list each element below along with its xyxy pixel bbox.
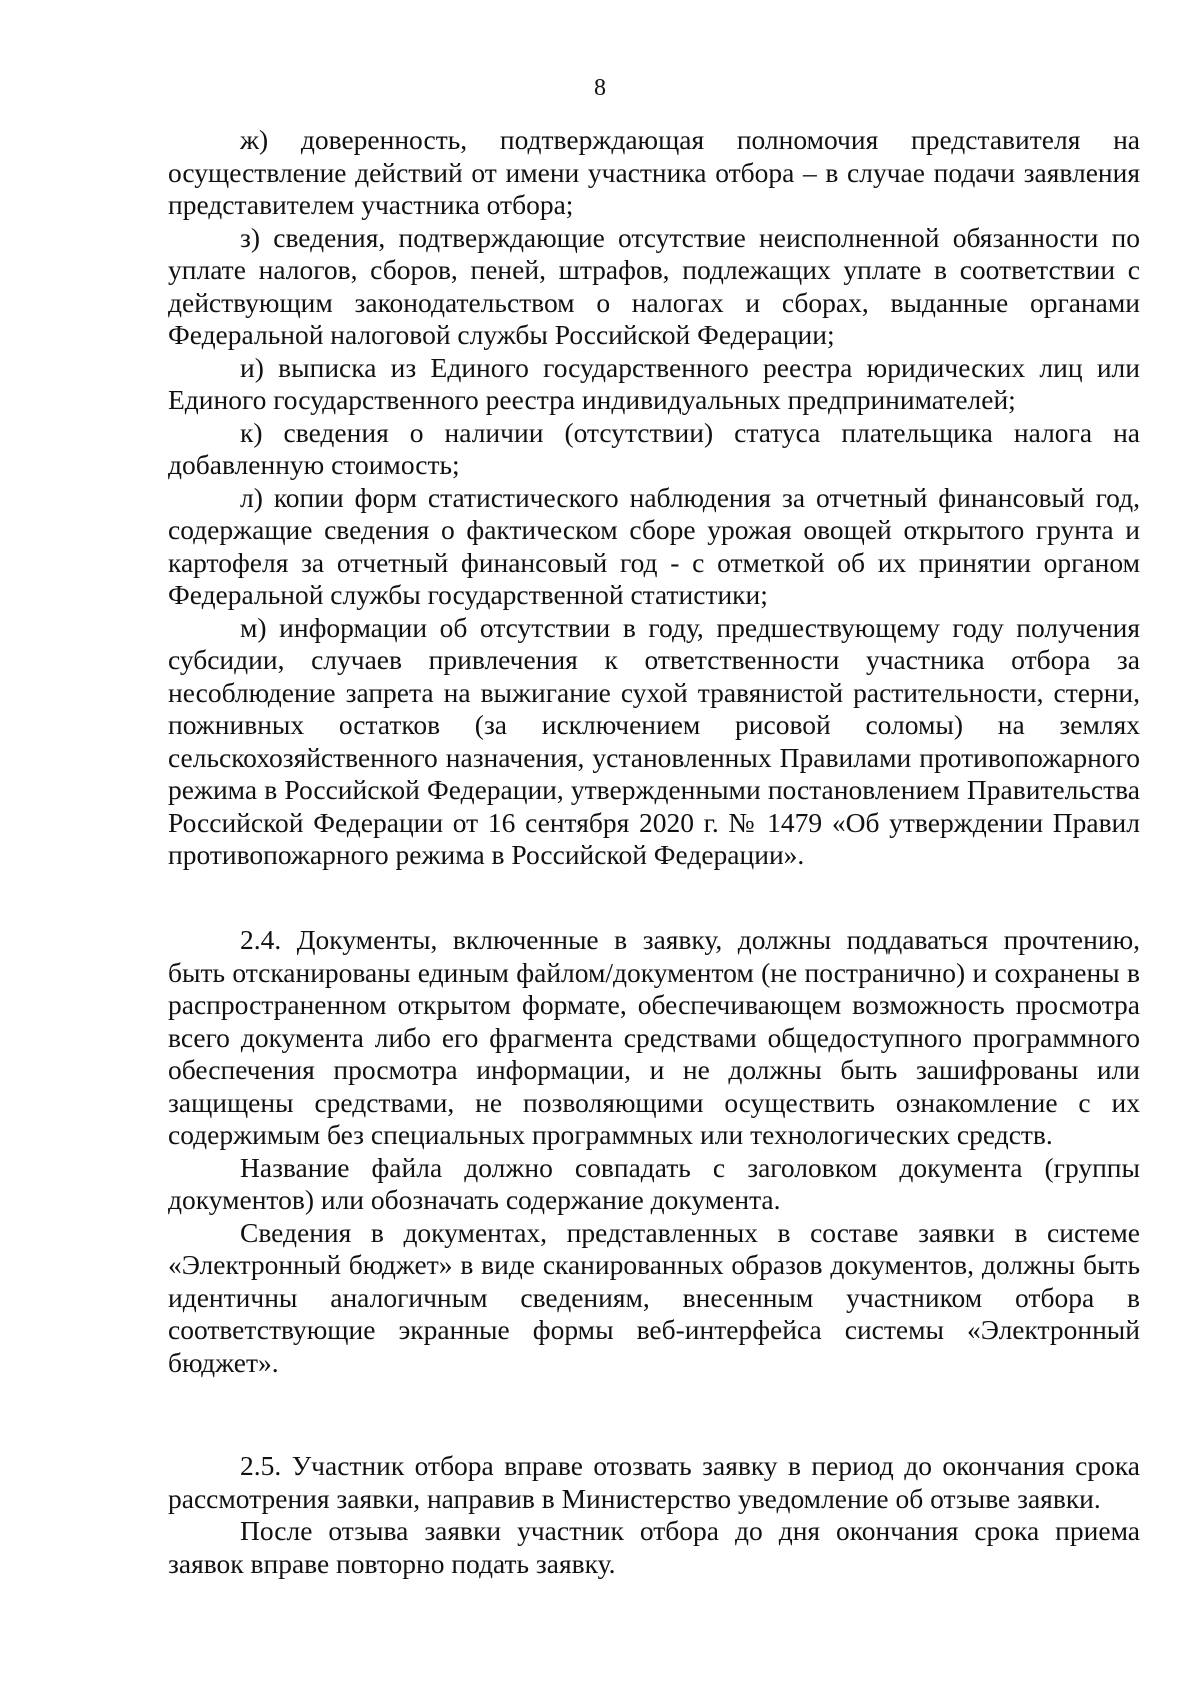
page-number: 8	[594, 75, 606, 101]
list-item-i: и) выписка из Единого государственного реестра юридических лиц или Единого государственного реестра индивидуальных предпринимателей;	[168, 351, 1140, 415]
list-item-l: л) копии форм статистического наблюдения за отчетный финансовый год, содержащие сведения о фактическом сборе урожая овощей открытого грунта и картофеля за отчетный финансовый год - с отметкой об их принятии органом Федеральной службы государственной статистики;	[168, 481, 1140, 610]
list-item-m: м) информации об отсутствии в году, предшествующему году получения субсидии, случаев привлечения к ответственности участника отбора за несоблюдение запрета на выжигание сухой травянистой растительности, стерни, пожнивных остатков (за исключением рисовой соломы) на землях сельскохозяйственного назначения, установленных Правилами противопожарного режима в Российской Федерации, утвержденными постановлением Правительства Российской Федерации от 16 сентября 2020 г. № 1479 «Об утверждении Правил противопожарного режима в Российской Федерации».	[168, 611, 1140, 870]
section-2-5	[168, 1450, 1140, 1580]
list-item-zh: ж) доверенность, подтверждающая полномочия представителя на осуществление действий от имени участника отбора – в случае подачи заявления представителем участника отбора;	[168, 124, 1140, 220]
section-2-4	[168, 924, 1140, 1379]
paragraph-electronic-budget: Сведения в документах, представленных в составе заявки в системе «Электронный бюджет» в виде сканированных образов документов, должны быть идентичны аналогичным сведениям, внесенным участником отбора в соответствующие экранные формы веб-интерфейса системы «Электронный бюджет».	[168, 1216, 1140, 1378]
paragraph-resubmit: После отзыва заявки участник отбора до дня окончания срока приема заявок вправе повторно подать заявку.	[168, 1515, 1140, 1579]
document-list-block	[168, 124, 1140, 872]
list-item-k: к) сведения о наличии (отсутствии) статуса плательщика налога на добавленную стоимость;	[168, 416, 1140, 480]
list-item-z: з) сведения, подтверждающие отсутствие неисполненной обязанности по уплате налогов, сборов, пеней, штрафов, подлежащих уплате в соответствии с действующим законодательством о налогах и сборах, выданные органами Федеральной налоговой службы Российской Федерации;	[168, 221, 1140, 350]
paragraph-2-4: 2.4. Документы, включенные в заявку, должны поддаваться прочтению, быть отсканированы единым файлом/документом (не постранично) и сохранены в распространенном открытом формате, обеспечивающем возможность просмотра всего документа либо его фрагмента средствами общедоступного программного обеспечения просмотра информации, и не должны быть зашифрованы или защищены средствами, не позволяющими осуществить ознакомление с их содержимым без специальных программных или технологических средств.	[168, 924, 1140, 1150]
paragraph-file-name: Название файла должно совпадать с заголовком документа (группы документов) или обозначать содержание документа.	[168, 1151, 1140, 1215]
paragraph-2-5: 2.5. Участник отбора вправе отозвать заявку в период до окончания срока рассмотрения заявки, направив в Министерство уведомление об отзыве заявки.	[168, 1450, 1140, 1514]
